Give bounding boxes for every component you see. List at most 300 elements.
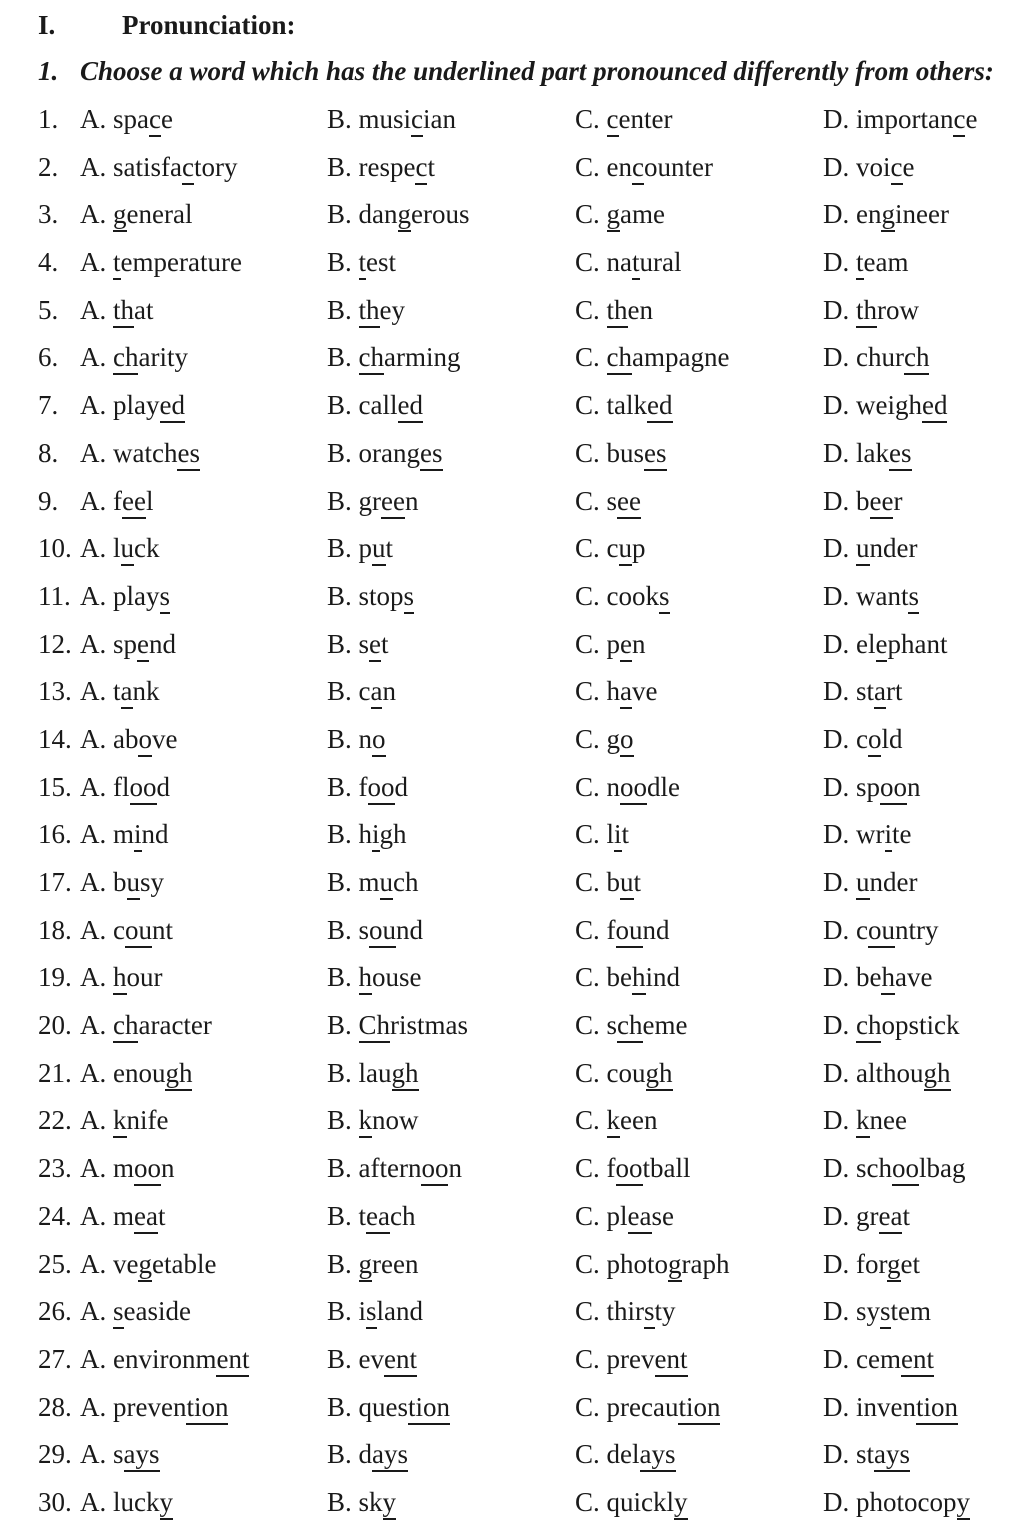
- option-letter: D.: [823, 1248, 856, 1279]
- answer-option-b[interactable]: [327, 1153, 462, 1184]
- option-letter: A.: [80, 628, 113, 659]
- question-number: 12.: [38, 628, 72, 659]
- underlined-part: oo: [130, 772, 157, 805]
- answer-option-a[interactable]: [80, 1058, 192, 1089]
- answer-option-c[interactable]: [575, 962, 680, 993]
- option-letter: D.: [823, 342, 856, 373]
- answer-option-b[interactable]: [327, 1344, 417, 1375]
- answer-option-a[interactable]: [80, 819, 169, 850]
- underlined-part: ch: [359, 342, 384, 375]
- question-row: [0, 96, 1024, 144]
- underlined-part: u: [619, 533, 633, 566]
- answer-option-b[interactable]: [327, 295, 405, 326]
- answer-option-b[interactable]: [327, 1105, 419, 1136]
- underlined-part: o: [868, 724, 882, 757]
- answer-option-c[interactable]: [575, 1105, 657, 1136]
- underlined-part: th: [359, 295, 380, 328]
- option-word: beer: [856, 486, 902, 519]
- option-word: high: [359, 819, 407, 852]
- section-number: I.: [38, 10, 56, 40]
- answer-option-b[interactable]: [327, 199, 469, 230]
- underlined-part: u: [127, 867, 141, 900]
- option-letter: D.: [823, 914, 856, 945]
- underlined-part: ent: [655, 1344, 688, 1377]
- answer-option-b[interactable]: [327, 1296, 423, 1327]
- answer-option-b[interactable]: [327, 104, 456, 135]
- answer-option-d[interactable]: [823, 1439, 910, 1470]
- answer-option-d[interactable]: [823, 1296, 931, 1327]
- option-letter: D.: [823, 867, 856, 897]
- answer-option-a[interactable]: [80, 962, 163, 993]
- answer-option-b[interactable]: [327, 1392, 450, 1423]
- question-number: 26.: [38, 1296, 72, 1327]
- question-row: [0, 1097, 1024, 1145]
- answer-option-d[interactable]: [823, 486, 902, 517]
- underlined-part: y: [674, 1487, 688, 1520]
- answer-option-a[interactable]: [80, 1487, 173, 1518]
- question-number: 4.: [38, 247, 59, 278]
- answer-option-d[interactable]: [823, 1201, 910, 1232]
- answer-option-d[interactable]: [823, 1392, 958, 1423]
- answer-option-a[interactable]: [80, 581, 170, 612]
- answer-option-c[interactable]: [575, 1296, 676, 1327]
- answer-option-b[interactable]: [327, 438, 443, 469]
- option-word: lit: [607, 819, 630, 852]
- question-number: 14.: [38, 723, 72, 754]
- answer-option-a[interactable]: [80, 1201, 166, 1232]
- answer-option-a[interactable]: [80, 867, 164, 898]
- answer-option-a[interactable]: [80, 629, 176, 660]
- question-row: [0, 1288, 1024, 1336]
- option-letter: B.: [327, 1153, 359, 1184]
- question-row: [0, 1050, 1024, 1098]
- underlined-part: a: [620, 676, 632, 709]
- answer-option-a[interactable]: [80, 1392, 228, 1423]
- option-letter: C.: [575, 962, 607, 993]
- option-letter: D.: [823, 533, 856, 564]
- underlined-part: ee: [870, 486, 894, 519]
- option-letter: D.: [823, 580, 856, 611]
- answer-option-d[interactable]: [823, 104, 977, 135]
- answer-option-a[interactable]: [80, 533, 160, 564]
- underlined-part: ch: [856, 1010, 881, 1043]
- answer-option-a[interactable]: [80, 1249, 216, 1280]
- answer-option-a[interactable]: [80, 1296, 191, 1327]
- option-word: cough: [607, 1058, 673, 1091]
- question-number: 5.: [38, 294, 59, 325]
- underlined-part: g: [398, 199, 412, 232]
- answer-option-d[interactable]: [823, 1249, 920, 1280]
- answer-option-a[interactable]: [80, 342, 188, 373]
- underlined-part: ee: [122, 486, 146, 519]
- underlined-part: h: [113, 962, 127, 995]
- answer-option-a[interactable]: [80, 915, 173, 946]
- underlined-part: h: [632, 962, 646, 995]
- answer-option-c[interactable]: [575, 152, 713, 183]
- option-word: Christmas: [359, 1010, 469, 1043]
- answer-option-b[interactable]: [327, 962, 422, 993]
- answer-option-d[interactable]: [823, 438, 912, 469]
- option-letter: B.: [327, 151, 359, 182]
- answer-option-b[interactable]: [327, 1058, 419, 1089]
- underlined-part: u: [856, 867, 870, 900]
- answer-option-d[interactable]: [823, 1058, 951, 1089]
- option-word: found: [607, 915, 670, 948]
- option-letter: C.: [575, 1439, 607, 1470]
- option-letter: C.: [575, 294, 607, 325]
- option-letter: D.: [823, 1105, 856, 1136]
- option-letter: C.: [575, 199, 607, 230]
- answer-option-c[interactable]: [575, 772, 680, 803]
- answer-option-b[interactable]: [327, 724, 386, 755]
- question-row: [0, 1145, 1024, 1193]
- underlined-part: oo: [421, 1153, 448, 1186]
- option-letter: C.: [575, 1010, 607, 1041]
- option-letter: C.: [575, 867, 607, 897]
- answer-option-d[interactable]: [823, 962, 932, 993]
- answer-option-b[interactable]: [327, 152, 435, 183]
- underlined-part: tion: [408, 1392, 450, 1425]
- underlined-part: o: [372, 724, 386, 757]
- answer-option-c[interactable]: [575, 1153, 691, 1184]
- option-letter: C.: [575, 533, 607, 564]
- option-word: church: [856, 342, 929, 375]
- question-row: [0, 382, 1024, 430]
- answer-option-d[interactable]: [823, 533, 917, 564]
- option-letter: C.: [575, 914, 607, 945]
- answer-option-b[interactable]: [327, 342, 460, 373]
- question-number: 6.: [38, 342, 59, 373]
- option-letter: C.: [575, 1343, 607, 1374]
- option-letter: C.: [575, 1486, 607, 1517]
- option-word: prevent: [607, 1344, 688, 1377]
- question-row: [0, 191, 1024, 239]
- answer-option-c[interactable]: [575, 676, 657, 707]
- option-word: moon: [113, 1153, 175, 1186]
- option-word: cup: [607, 533, 646, 566]
- option-letter: A.: [80, 580, 113, 611]
- option-letter: A.: [80, 533, 113, 564]
- question-number: 2.: [38, 151, 59, 182]
- option-word: house: [359, 962, 422, 995]
- underlined-part: u: [620, 867, 634, 900]
- option-word: food: [359, 772, 409, 805]
- answer-option-a[interactable]: [80, 247, 242, 278]
- option-word: lucky: [113, 1487, 173, 1520]
- answer-option-c[interactable]: [575, 867, 641, 898]
- option-letter: B.: [327, 437, 359, 468]
- answer-option-d[interactable]: [823, 1105, 907, 1136]
- option-word: dangerous: [359, 199, 470, 232]
- question-row: [0, 478, 1024, 526]
- underlined-part: g: [359, 1249, 373, 1282]
- option-letter: B.: [327, 247, 359, 278]
- question-row: [0, 144, 1024, 192]
- underlined-part: tion: [916, 1392, 958, 1425]
- answer-option-b[interactable]: [327, 676, 396, 707]
- answer-option-b[interactable]: [327, 1487, 396, 1518]
- question-number: 20.: [38, 1010, 72, 1041]
- underlined-part: a: [874, 676, 886, 709]
- option-letter: B.: [327, 104, 359, 134]
- answer-option-d[interactable]: [823, 819, 912, 850]
- answer-option-c[interactable]: [575, 199, 665, 230]
- underlined-part: es: [420, 438, 443, 471]
- option-word: country: [856, 915, 938, 948]
- option-word: weighed: [856, 390, 947, 423]
- option-word: seaside: [113, 1296, 191, 1329]
- option-letter: A.: [80, 294, 113, 325]
- answer-option-a[interactable]: [80, 1105, 168, 1136]
- answer-option-b[interactable]: [327, 533, 393, 564]
- option-word: chopstick: [856, 1010, 959, 1043]
- answer-option-d[interactable]: [823, 1344, 934, 1375]
- option-letter: D.: [823, 485, 856, 516]
- option-letter: A.: [80, 1486, 113, 1517]
- underlined-part: g: [668, 1249, 682, 1282]
- question-list: [0, 96, 1024, 1527]
- answer-option-a[interactable]: [80, 199, 192, 230]
- answer-option-d[interactable]: [823, 724, 903, 755]
- option-word: sky: [359, 1487, 397, 1520]
- option-letter: A.: [80, 962, 113, 993]
- option-letter: B.: [327, 1200, 359, 1231]
- answer-option-b[interactable]: [327, 390, 423, 421]
- answer-option-c[interactable]: [575, 1344, 688, 1375]
- answer-option-b[interactable]: [327, 629, 389, 660]
- answer-option-d[interactable]: [823, 581, 919, 612]
- answer-option-d[interactable]: [823, 199, 949, 230]
- answer-option-b[interactable]: [327, 1439, 408, 1470]
- answer-option-c[interactable]: [575, 819, 629, 850]
- answer-option-c[interactable]: [575, 438, 667, 469]
- answer-option-d[interactable]: [823, 629, 947, 660]
- option-word: green: [359, 1249, 419, 1282]
- underlined-part: ou: [868, 915, 895, 948]
- answer-option-a[interactable]: [80, 295, 154, 326]
- answer-option-d[interactable]: [823, 1153, 966, 1184]
- option-letter: C.: [575, 1296, 607, 1327]
- underlined-part: o: [138, 724, 152, 757]
- underlined-part: th: [607, 295, 628, 328]
- question-number: 21.: [38, 1057, 72, 1088]
- answer-option-a[interactable]: [80, 1010, 212, 1041]
- option-letter: B.: [327, 580, 359, 611]
- answer-option-a[interactable]: [80, 152, 237, 183]
- option-word: spend: [113, 629, 176, 662]
- option-letter: B.: [327, 533, 359, 564]
- option-word: charity: [113, 342, 188, 375]
- option-letter: A.: [80, 390, 113, 421]
- option-letter: D.: [823, 199, 856, 230]
- option-letter: A.: [80, 676, 113, 707]
- question-row: [0, 287, 1024, 335]
- underlined-part: th: [113, 295, 134, 328]
- answer-option-b[interactable]: [327, 819, 407, 850]
- option-letter: A.: [80, 1153, 113, 1184]
- underlined-part: k: [607, 1105, 621, 1138]
- answer-option-a[interactable]: [80, 438, 200, 469]
- answer-option-a[interactable]: [80, 1344, 249, 1375]
- answer-option-c[interactable]: [575, 533, 646, 564]
- answer-option-b[interactable]: [327, 486, 418, 517]
- option-letter: A.: [80, 104, 113, 134]
- option-word: behind: [607, 962, 681, 995]
- answer-option-d[interactable]: [823, 1010, 959, 1041]
- underlined-part: s: [404, 581, 415, 614]
- option-word: center: [607, 104, 673, 137]
- underlined-part: u: [380, 867, 394, 900]
- option-word: noodle: [607, 772, 681, 805]
- question-number: 1.: [38, 104, 59, 134]
- underlined-part: ea: [628, 1201, 652, 1234]
- option-word: buses: [607, 438, 667, 471]
- question-number: 18.: [38, 914, 72, 945]
- answer-option-d[interactable]: [823, 247, 909, 278]
- option-word: can: [359, 676, 396, 709]
- answer-option-d[interactable]: [823, 295, 919, 326]
- underlined-part: c: [415, 152, 427, 185]
- question-row: [0, 811, 1024, 859]
- answer-option-b[interactable]: [327, 1010, 468, 1041]
- answer-option-c[interactable]: [575, 1058, 673, 1089]
- underlined-part: c: [607, 104, 619, 137]
- option-word: know: [359, 1105, 419, 1138]
- answer-option-b[interactable]: [327, 247, 396, 278]
- underlined-part: ch: [113, 342, 138, 375]
- answer-option-d[interactable]: [823, 676, 903, 707]
- option-letter: D.: [823, 390, 856, 421]
- underlined-part: i: [885, 819, 893, 852]
- underlined-part: t: [632, 247, 640, 280]
- answer-option-d[interactable]: [823, 152, 914, 183]
- question-number: 17.: [38, 867, 72, 897]
- answer-option-c[interactable]: [575, 724, 634, 755]
- answer-option-c[interactable]: [575, 1010, 688, 1041]
- answer-option-c[interactable]: [575, 1487, 688, 1518]
- question-row: [0, 1384, 1024, 1432]
- option-word: character: [113, 1010, 212, 1043]
- option-letter: C.: [575, 1153, 607, 1184]
- option-letter: C.: [575, 1248, 607, 1279]
- option-letter: A.: [80, 342, 113, 373]
- option-word: then: [607, 295, 654, 328]
- underlined-part: k: [856, 1105, 870, 1138]
- option-letter: B.: [327, 1105, 359, 1136]
- option-word: feel: [113, 486, 153, 519]
- option-letter: A.: [80, 485, 113, 516]
- option-word: but: [607, 867, 642, 900]
- option-letter: D.: [823, 819, 856, 850]
- answer-option-c[interactable]: [575, 629, 646, 660]
- underlined-part: es: [177, 438, 200, 471]
- answer-option-c[interactable]: [575, 104, 672, 135]
- underlined-part: c: [182, 152, 194, 185]
- underlined-part: ch: [607, 342, 632, 375]
- answer-option-c[interactable]: [575, 915, 670, 946]
- option-word: although: [856, 1058, 951, 1091]
- question-number: 8.: [38, 437, 59, 468]
- option-word: team: [856, 247, 909, 280]
- answer-option-c[interactable]: [575, 295, 653, 326]
- answer-option-c[interactable]: [575, 1439, 676, 1470]
- option-word: laugh: [359, 1058, 419, 1091]
- underlined-part: u: [121, 533, 135, 566]
- option-letter: C.: [575, 676, 607, 707]
- answer-option-d[interactable]: [823, 772, 921, 803]
- underlined-part: s: [908, 581, 919, 614]
- option-word: above: [113, 724, 177, 757]
- answer-option-b[interactable]: [327, 1249, 418, 1280]
- answer-option-b[interactable]: [327, 915, 423, 946]
- answer-option-b[interactable]: [327, 772, 408, 803]
- answer-option-c[interactable]: [575, 247, 682, 278]
- answer-option-b[interactable]: [327, 581, 414, 612]
- answer-option-d[interactable]: [823, 1487, 970, 1518]
- question-row: [0, 1336, 1024, 1384]
- option-letter: B.: [327, 1010, 359, 1041]
- answer-option-d[interactable]: [823, 915, 938, 946]
- answer-option-a[interactable]: [80, 772, 170, 803]
- underlined-part: ed: [160, 390, 185, 423]
- answer-option-c[interactable]: [575, 486, 641, 517]
- option-word: have: [607, 676, 658, 709]
- answer-option-a[interactable]: [80, 1439, 160, 1470]
- option-word: charming: [359, 342, 461, 375]
- answer-option-c[interactable]: [575, 581, 670, 612]
- answer-option-a[interactable]: [80, 724, 177, 755]
- option-word: satisfactory: [113, 152, 237, 185]
- answer-option-d[interactable]: [823, 390, 947, 421]
- option-letter: B.: [327, 1439, 359, 1470]
- option-word: delays: [607, 1439, 676, 1472]
- option-letter: C.: [575, 1391, 607, 1422]
- option-word: precaution: [607, 1392, 721, 1425]
- answer-option-c[interactable]: [575, 1201, 674, 1232]
- option-letter: C.: [575, 1057, 607, 1088]
- answer-option-a[interactable]: [80, 104, 173, 135]
- answer-option-a[interactable]: [80, 486, 153, 517]
- option-word: thirsty: [607, 1296, 676, 1329]
- option-word: system: [856, 1296, 931, 1329]
- answer-option-d[interactable]: [823, 342, 929, 373]
- answer-option-c[interactable]: [575, 390, 673, 421]
- answer-option-c[interactable]: [575, 1249, 730, 1280]
- answer-option-a[interactable]: [80, 1153, 175, 1184]
- underlined-part: c: [891, 152, 903, 185]
- answer-option-b[interactable]: [327, 867, 419, 898]
- question-row: [0, 1431, 1024, 1479]
- option-letter: B.: [327, 1248, 359, 1279]
- answer-option-a[interactable]: [80, 390, 185, 421]
- option-word: afternoon: [359, 1153, 462, 1186]
- answer-option-c[interactable]: [575, 342, 729, 373]
- question-row: [0, 1479, 1024, 1527]
- question-number: 10.: [38, 533, 72, 564]
- option-word: temperature: [113, 247, 242, 280]
- option-letter: D.: [823, 1439, 856, 1470]
- underlined-part: gh: [924, 1058, 951, 1091]
- option-letter: D.: [823, 1343, 856, 1374]
- answer-option-a[interactable]: [80, 676, 160, 707]
- answer-option-b[interactable]: [327, 1201, 415, 1232]
- option-word: stops: [359, 581, 415, 614]
- option-letter: D.: [823, 1296, 856, 1327]
- underlined-part: e: [620, 629, 632, 662]
- option-word: voice: [856, 152, 914, 185]
- answer-option-d[interactable]: [823, 867, 917, 898]
- answer-option-c[interactable]: [575, 1392, 720, 1423]
